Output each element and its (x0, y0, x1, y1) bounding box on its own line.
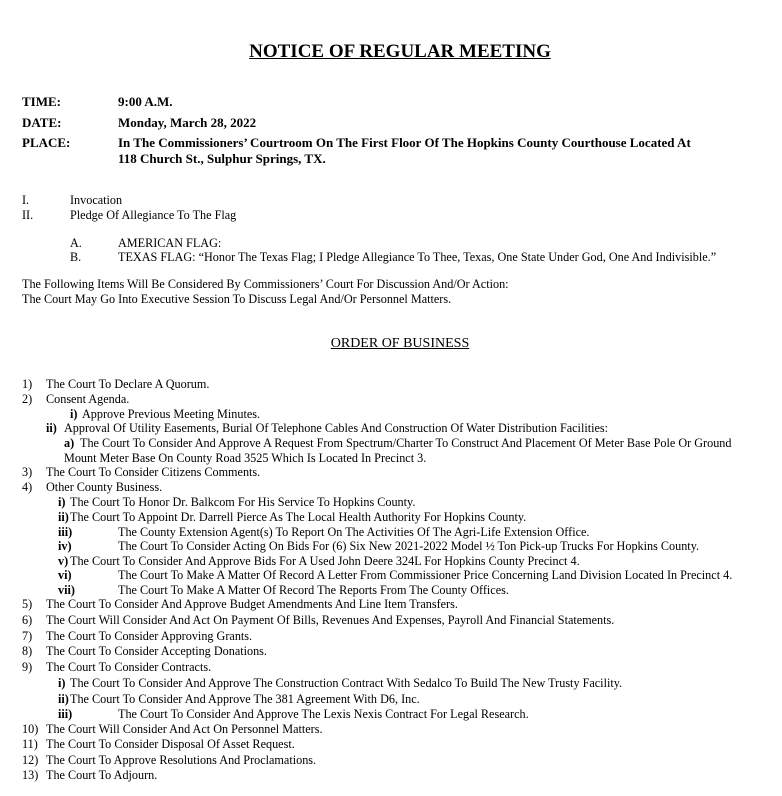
flag-b-text: TEXAS FLAG: “Honor The Texas Flag; I Pledge Allegiance To Thee, Texas, One State Under God, One And Indivisible.” (118, 250, 717, 264)
subitem-text: Approval Of Utility Easements, Burial Of Telephone Cables And Construction Of Water Distribution Facilities: (64, 421, 609, 435)
place-label: PLACE: (22, 135, 71, 150)
subitem-text: The Court To Consider And Approve The 381 Agreement With D6, Inc. (70, 692, 420, 706)
subitem-text: The Court To Consider And Approve The Construction Contract With Sedalco To Build The New Trusty Facility. (70, 676, 623, 690)
subitem-text: The Court To Honor Dr. Balkcom For His Service To Hopkins County. (70, 495, 416, 509)
item-text: The Court To Consider Citizens Comments. (46, 465, 261, 479)
subitem-num: ii) (58, 692, 69, 706)
subsubitem-text: The Court To Consider And Approve A Request From Spectrum/Charter To Construct And Placement Of Meter Base Pole Or Ground (80, 436, 732, 450)
opening-ii-num: II. (22, 208, 34, 222)
subitem-num: i) (58, 676, 66, 690)
item-num: 7) (22, 629, 33, 643)
item-num: 11) (22, 737, 38, 751)
flag-a-text: AMERICAN FLAG: (118, 236, 222, 250)
item-num: 10) (22, 722, 39, 736)
item-num: 8) (22, 644, 33, 658)
item-text: The Court To Consider Contracts. (46, 660, 212, 674)
item-text: The Court Will Consider And Act On Payment Of Bills, Revenues And Expenses, Payroll And Financial Statements. (46, 613, 615, 627)
order-of-business-heading: ORDER OF BUSINESS (330, 336, 470, 351)
opening-i-num: I. (22, 193, 30, 207)
subitem-text: The Court To Consider And Approve The Lexis Nexis Contract For Legal Research. (118, 707, 529, 721)
item-text: The Court Will Consider And Act On Personnel Matters. (46, 722, 323, 736)
item-num: 6) (22, 613, 33, 627)
place-line-1: In The Commissioners’ Courtroom On The First Floor Of The Hopkins County Courthouse Located At (118, 135, 691, 150)
subitem-text: The Court To Make A Matter Of Record The Reports From The County Offices. (118, 583, 509, 597)
item-text: The Court To Consider Accepting Donations. (46, 644, 267, 658)
item-num: 4) (22, 480, 33, 494)
subitem-text: The Court To Consider And Approve Bids For A Used John Deere 324L For Hopkins County Precinct 4. (70, 554, 580, 568)
opening-ii-text: Pledge Of Allegiance To The Flag (70, 208, 237, 222)
item-text: The Court To Approve Resolutions And Proclamations. (46, 753, 317, 767)
time-label: TIME: (22, 94, 61, 109)
subsubitem-text-cont: Mount Meter Base On County Road 3525 Which Is Located In Precinct 3. (64, 451, 427, 465)
item-text: The Court To Consider Disposal Of Asset Request. (46, 737, 295, 751)
item-num: 2) (22, 392, 33, 406)
subitem-text: The Court To Appoint Dr. Darrell Pierce As The Local Health Authority For Hopkins County. (70, 510, 527, 524)
item-num: 1) (22, 377, 33, 391)
item-text: Consent Agenda. (46, 392, 130, 406)
item-num: 3) (22, 465, 33, 479)
item-text: The Court To Consider Approving Grants. (46, 629, 253, 643)
time-value: 9:00 A.M. (118, 94, 173, 109)
item-num: 5) (22, 597, 33, 611)
item-text: Other County Business. (46, 480, 163, 494)
subitem-text: Approve Previous Meeting Minutes. (82, 407, 261, 421)
subsubitem-num: a) (64, 436, 75, 450)
note-line-1: The Following Items Will Be Considered By Commissioners’ Court For Discussion And/Or Action: (22, 277, 509, 291)
subitem-num: iii) (58, 707, 73, 721)
subitem-num: i) (70, 407, 78, 421)
opening-i-text: Invocation (70, 193, 123, 207)
flag-b-num: B. (70, 250, 82, 264)
subitem-text: The Court To Consider Acting On Bids For (6) Six New 2021-2022 Model ½ Ton Pick-up Trucks For Hopkins County. (118, 539, 700, 553)
subitem-num: iv) (58, 539, 72, 553)
page-title: NOTICE OF REGULAR MEETING (249, 41, 551, 62)
item-text: The Court To Declare A Quorum. (46, 377, 210, 391)
subitem-num: v) (58, 554, 69, 568)
subitem-num: vii) (58, 583, 75, 597)
place-line-2: 118 Church St., Sulphur Springs, TX. (118, 151, 326, 166)
date-label: DATE: (22, 115, 62, 130)
subitem-text: The County Extension Agent(s) To Report On The Activities Of The Agri-Life Extension Office. (118, 525, 590, 539)
subitem-num: ii) (58, 510, 69, 524)
subitem-text: The Court To Make A Matter Of Record A Letter From Commissioner Price Concerning Land Division Located In Precinct 4. (118, 568, 733, 582)
item-text: The Court To Adjourn. (46, 768, 158, 782)
item-text: The Court To Consider And Approve Budget Amendments And Line Item Transfers. (46, 597, 458, 611)
item-num: 13) (22, 768, 39, 782)
flag-a-num: A. (70, 236, 82, 250)
subitem-num: i) (58, 495, 66, 509)
subitem-num: iii) (58, 525, 73, 539)
note-line-2: The Court May Go Into Executive Session To Discuss Legal And/Or Personnel Matters. (22, 292, 452, 306)
item-num: 12) (22, 753, 39, 767)
subitem-num: ii) (46, 421, 57, 435)
date-value: Monday, March 28, 2022 (118, 115, 257, 130)
item-num: 9) (22, 660, 33, 674)
subitem-num: vi) (58, 568, 72, 582)
